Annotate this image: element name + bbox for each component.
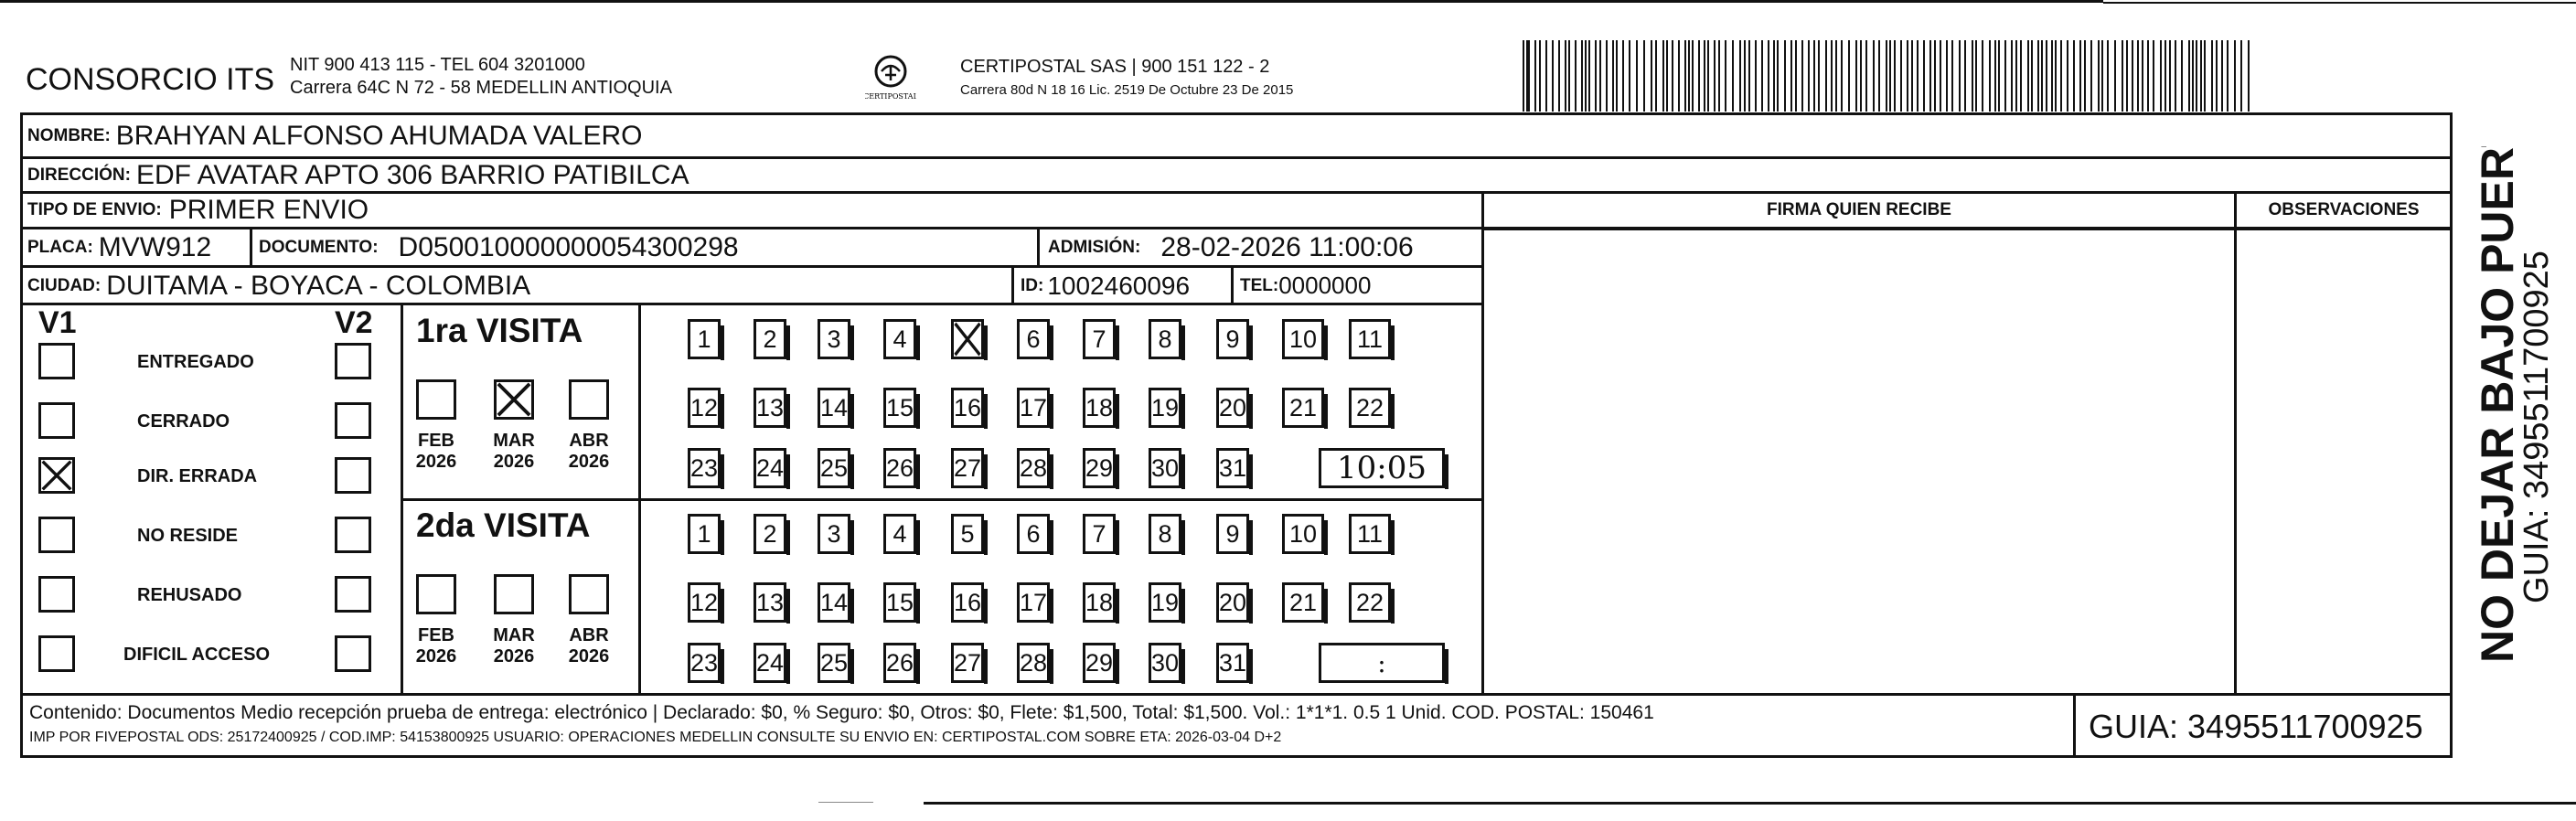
- barcode-bar: [2041, 40, 2043, 112]
- barcode-bar: [1795, 40, 1797, 112]
- id-label: ID:: [1021, 275, 1044, 295]
- visit1-day-7[interactable]: 7: [1083, 319, 1116, 359]
- barcode-bar: [2153, 40, 2154, 112]
- barcode-bar: [1923, 40, 1925, 112]
- barcode-bar: [1801, 40, 1803, 112]
- barcode-bar: [1894, 40, 1896, 112]
- barcode-bar: [2200, 40, 2202, 112]
- visit1-month-box-mar[interactable]: [494, 379, 534, 420]
- visit1-day-27[interactable]: 27: [951, 448, 984, 488]
- visit2-month-label: FEB 2026: [415, 625, 457, 666]
- barcode-bar: [1606, 40, 1608, 112]
- visit2-month-label: MAR 2026: [493, 625, 535, 666]
- barcode-bar: [2188, 40, 2190, 112]
- barcode-bar: [2204, 40, 2206, 112]
- nombre-row: [27, 116, 643, 156]
- barcode-bar: [2192, 40, 2194, 112]
- visit1-day-13[interactable]: 13: [754, 388, 786, 428]
- barcode-bar: [1959, 40, 1961, 112]
- barcode-bar: [1994, 40, 1996, 112]
- visit1-month-box-abr[interactable]: [569, 379, 609, 420]
- barcode-bar: [2073, 40, 2075, 112]
- barcode-bar: [1878, 40, 1880, 112]
- visit2-day-13[interactable]: 13: [754, 582, 786, 623]
- barcode-bar: [1790, 40, 1792, 112]
- visit2-day-20[interactable]: 20: [1216, 582, 1249, 623]
- barcode-bar: [1972, 40, 1973, 112]
- v2-checkbox-3[interactable]: [335, 517, 371, 553]
- barcode-bar: [2051, 40, 2053, 112]
- barcode-bar: [1748, 40, 1750, 112]
- visit1-day-18[interactable]: 18: [1083, 388, 1116, 428]
- barcode-bar: [2227, 40, 2229, 112]
- barcode-bar: [1558, 40, 1560, 112]
- visit2-day-26[interactable]: 26: [883, 643, 916, 683]
- no-dejar-bajo-puerta: NO DEJAR BAJO PUERTA: [2472, 146, 2523, 663]
- divider-tel: [1231, 266, 1234, 304]
- visit1-day-1[interactable]: 1: [688, 319, 721, 359]
- status-option-label: CERRADO: [137, 411, 230, 432]
- visit1-day-30[interactable]: 30: [1149, 448, 1181, 488]
- v2-label: V2: [335, 305, 373, 340]
- visit1-day-4[interactable]: 4: [883, 319, 916, 359]
- status-option-label: DIR. ERRADA: [137, 466, 258, 486]
- barcode-bar: [1813, 40, 1815, 112]
- barcode-bar: [1612, 40, 1614, 112]
- visit2-day-6[interactable]: 6: [1017, 514, 1050, 554]
- observaciones-label: OBSERVACIONES: [2268, 200, 2420, 219]
- barcode-bar: [1825, 40, 1827, 112]
- barcode-bar: [1526, 40, 1530, 112]
- status-option-label: DIFICIL ACCESO: [123, 645, 271, 665]
- barcode-bar: [1989, 40, 1991, 112]
- barcode-bar: [2101, 40, 2103, 112]
- barcode-bar: [2122, 40, 2123, 112]
- barcode-bar: [1929, 40, 1931, 112]
- visit2-day-7[interactable]: 7: [1083, 514, 1116, 554]
- ciudad-value: DUITAMA - BOYACA - COLOMBIA: [106, 270, 531, 301]
- barcode-bar: [2031, 40, 2033, 112]
- visit2-month-label: ABR 2026: [568, 625, 610, 666]
- visit1-day-5[interactable]: [951, 319, 984, 359]
- nombre-value: BRAHYAN ALFONSO AHUMADA VALERO: [115, 121, 643, 151]
- visit1-day-23[interactable]: 23: [688, 448, 721, 488]
- barcode-bar: [1718, 40, 1720, 112]
- barcode-bar: [2211, 40, 2213, 112]
- barcode-bar: [2046, 40, 2047, 112]
- barcode-bar: [1773, 40, 1775, 112]
- visit2-day-3[interactable]: 3: [818, 514, 850, 554]
- barcode-bar: [2114, 40, 2116, 112]
- barcode-bar: [1616, 40, 1618, 112]
- direccion-label: DIRECCIÓN:: [27, 165, 131, 185]
- barcode-bar: [1565, 40, 1566, 112]
- barcode-bar: [1672, 40, 1673, 112]
- visit1-day-24[interactable]: 24: [754, 448, 786, 488]
- nombre-label: NOMBRE:: [27, 126, 111, 145]
- barcode-bar: [1946, 40, 1948, 112]
- barcode-bar: [1523, 40, 1524, 112]
- divider-form-signature: [1481, 191, 1484, 694]
- barcode-bar: [1964, 40, 1966, 112]
- visit1-day-19[interactable]: 19: [1149, 388, 1181, 428]
- barcode-bar: [2164, 40, 2166, 112]
- top-edge-line-right: [2103, 2, 2576, 4]
- barcode-bar: [2084, 40, 2086, 112]
- barcode-bar: [1539, 40, 1541, 112]
- documento-label: DOCUMENTO:: [259, 237, 379, 257]
- visit2-day-11[interactable]: 11: [1349, 514, 1391, 554]
- barcode-bar: [1835, 40, 1837, 112]
- footer-guia: GUIA: 3495511700925: [2089, 708, 2423, 745]
- ciudad-cell: [27, 268, 530, 304]
- barcode-bar: [1841, 40, 1843, 112]
- carrier-line: CERTIPOSTAL SAS | 900 151 122 - 2: [960, 57, 1270, 77]
- visit2-day-19[interactable]: 19: [1149, 582, 1181, 623]
- visit2-day-21[interactable]: 21: [1282, 582, 1324, 623]
- visit1-day-26[interactable]: 26: [883, 448, 916, 488]
- barcode-bar: [1575, 40, 1577, 112]
- barcode-bar: [1900, 40, 1902, 112]
- v2-checkbox-0[interactable]: [335, 343, 371, 379]
- documento-cell: [259, 229, 739, 266]
- barcode-bar: [1692, 40, 1694, 112]
- visit2-day-8[interactable]: 8: [1149, 514, 1181, 554]
- visit2-day-25[interactable]: 25: [818, 643, 850, 683]
- v2-checkbox-1[interactable]: [335, 402, 371, 439]
- barcode-bar: [1698, 40, 1700, 112]
- v2-checkbox-4[interactable]: [335, 576, 371, 613]
- divider-admision: [1037, 227, 1040, 266]
- barcode-bar: [2098, 40, 2100, 112]
- barcode-bar: [2079, 40, 2081, 112]
- visit1-day-11[interactable]: 11: [1349, 319, 1391, 359]
- status-option-label: ENTREGADO: [137, 352, 254, 372]
- documento-value: D050010000000054300298: [398, 231, 739, 262]
- visit-title-2: 2da VISITA: [416, 506, 591, 544]
- barcode-bar: [2037, 40, 2039, 112]
- visit2-day-27[interactable]: 27: [951, 643, 984, 683]
- visit1-day-10[interactable]: 10: [1282, 319, 1324, 359]
- barcode-bar: [2234, 40, 2236, 112]
- ciudad-label: CIUDAD:: [27, 275, 102, 295]
- tel-value: 0000000: [1278, 272, 1372, 299]
- v1-checkbox-4[interactable]: [38, 576, 75, 613]
- barcode-bar: [1855, 40, 1857, 112]
- barcode-bar: [2020, 40, 2022, 112]
- barcode-bar: [1755, 40, 1757, 112]
- license-line: Carrera 80d N 18 16 Lic. 2519 De Octubre 23 De 2015: [960, 82, 1294, 98]
- visit1-day-9[interactable]: 9: [1216, 319, 1249, 359]
- barcode-bar: [2181, 40, 2183, 112]
- barcode-bar: [1585, 40, 1587, 112]
- barcode-bar: [1629, 40, 1630, 112]
- barcode-bar: [2147, 40, 2149, 112]
- visit2-day-12[interactable]: 12: [688, 582, 721, 623]
- barcode-bar: [1761, 40, 1763, 112]
- visit2-day-29[interactable]: 29: [1083, 643, 1116, 683]
- placa-value: MVW912: [98, 231, 212, 262]
- visit1-day-17[interactable]: 17: [1017, 388, 1050, 428]
- visit2-day-23[interactable]: 23: [688, 643, 721, 683]
- barcode-bar: [2160, 40, 2162, 112]
- tipo-row: [27, 193, 369, 228]
- status-option-label: NO RESIDE: [137, 526, 239, 546]
- barcode-bar: [1725, 40, 1726, 112]
- barcode-bar: [1651, 40, 1652, 112]
- bottom-edge-line: [924, 802, 2576, 805]
- visit1-day-31[interactable]: 31: [1216, 448, 1249, 488]
- admision-cell: [1048, 229, 1414, 266]
- barcode-bar: [1911, 40, 1913, 112]
- barcode-bar: [1784, 40, 1786, 112]
- visit2-day-31[interactable]: 31: [1216, 643, 1249, 683]
- v1-label: V1: [38, 305, 77, 340]
- barcode: [1523, 40, 2254, 112]
- visit1-day-8[interactable]: 8: [1149, 319, 1181, 359]
- visit1-day-6[interactable]: 6: [1017, 319, 1050, 359]
- barcode-bar: [1707, 40, 1709, 112]
- visit2-day-24[interactable]: 24: [754, 643, 786, 683]
- barcode-bar: [1636, 40, 1638, 112]
- visit1-day-16[interactable]: 16: [951, 388, 984, 428]
- barcode-bar: [1704, 40, 1705, 112]
- certipostal-logo: [865, 53, 916, 104]
- company-name: CONSORCIO ITS: [26, 62, 275, 97]
- nit-line: NIT 900 413 115 - TEL 604 3201000: [290, 55, 585, 75]
- id-cell: [1021, 268, 1190, 304]
- barcode-bar: [1917, 40, 1919, 112]
- visit1-day-20[interactable]: 20: [1216, 388, 1249, 428]
- barcode-bar: [1951, 40, 1953, 112]
- bottom-edge-mark: [818, 802, 873, 803]
- contenido-line: Contenido: Documentos Medio recepción prueba de entrega: electrónico | Declarado: $0, % Seguro: $0, Otros: $0, Flete: $1,500, Total: $1,500. Vol.: 1*1*1. 0.5 1 Unid. COD. POSTAL: 150461: [29, 702, 1654, 723]
- visit1-day-15[interactable]: 15: [883, 388, 916, 428]
- direccion-row: [27, 158, 689, 192]
- barcode-bar: [2169, 40, 2171, 112]
- top-edge-line: [0, 0, 2103, 3]
- barcode-bar: [1777, 40, 1779, 112]
- barcode-bar: [1599, 40, 1601, 112]
- barcode-bar: [1545, 40, 1547, 112]
- id-value: 1002460096: [1047, 271, 1191, 300]
- v2-checkbox-5[interactable]: [335, 635, 371, 672]
- barcode-bar: [2090, 40, 2092, 112]
- barcode-bar: [1714, 40, 1716, 112]
- tel-label: TEL:: [1240, 275, 1279, 295]
- visit2-day-16[interactable]: 16: [951, 582, 984, 623]
- visit2-month-box-feb[interactable]: [416, 574, 456, 614]
- barcode-bar: [1643, 40, 1645, 112]
- visit1-day-12[interactable]: 12: [688, 388, 721, 428]
- barcode-bar: [1732, 40, 1734, 112]
- visit1-day-25[interactable]: 25: [818, 448, 850, 488]
- barcode-bar: [1808, 40, 1810, 112]
- visit2-month-box-mar[interactable]: [494, 574, 534, 614]
- side-guia: GUIA: 3495511700925: [2517, 251, 2556, 603]
- barcode-bar: [1886, 40, 1887, 112]
- address-line: Carrera 64C N 72 - 58 MEDELLIN ANTIOQUIA: [290, 78, 672, 98]
- barcode-bar: [1581, 40, 1583, 112]
- visit1-day-21[interactable]: 21: [1282, 388, 1324, 428]
- admision-value: 28-02-2026 11:00:06: [1160, 231, 1414, 262]
- barcode-bar: [1666, 40, 1668, 112]
- visit2-day-17[interactable]: 17: [1017, 582, 1050, 623]
- barcode-bar: [1595, 40, 1597, 112]
- tipo-value: PRIMER ENVIO: [168, 195, 369, 225]
- barcode-bar: [2060, 40, 2062, 112]
- visit-title-1: 1ra VISITA: [416, 312, 583, 349]
- barcode-bar: [2027, 40, 2029, 112]
- barcode-bar: [1588, 40, 1590, 112]
- placa-cell: [27, 229, 211, 266]
- barcode-bar: [1860, 40, 1862, 112]
- visit2-day-10[interactable]: 10: [1282, 514, 1324, 554]
- barcode-bar: [1768, 40, 1769, 112]
- barcode-bar: [1865, 40, 1867, 112]
- barcode-bar: [2004, 40, 2006, 112]
- direccion-value: EDF AVATAR APTO 306 BARRIO PATIBILCA: [135, 159, 689, 190]
- v2-checkbox-2[interactable]: [335, 457, 371, 494]
- visit1-day-14[interactable]: 14: [818, 388, 850, 428]
- barcode-bar: [2067, 40, 2068, 112]
- visit2-day-28[interactable]: 28: [1017, 643, 1050, 683]
- barcode-bar: [2137, 40, 2139, 112]
- barcode-bar: [2055, 40, 2057, 112]
- barcode-bar: [1662, 40, 1664, 112]
- divider-footer-guia: [2073, 695, 2076, 758]
- barcode-bar: [2015, 40, 2017, 112]
- barcode-bar: [1889, 40, 1891, 112]
- barcode-bar: [1678, 40, 1680, 112]
- rule-visits: [401, 498, 1483, 501]
- barcode-bar: [1934, 40, 1936, 112]
- placa-label: PLACA:: [27, 237, 93, 257]
- barcode-bar: [1848, 40, 1850, 112]
- visit1-day-22[interactable]: 22: [1349, 388, 1391, 428]
- tipo-label: TIPO DE ENVIO:: [27, 200, 162, 219]
- barcode-bar: [1739, 40, 1741, 112]
- side-notice: [2456, 146, 2566, 667]
- barcode-bar: [1982, 40, 1983, 112]
- rule-right-header: [1481, 229, 2453, 230]
- logo-caption: CERTIPOSTAL: [865, 92, 916, 101]
- visit1-day-3[interactable]: 3: [818, 319, 850, 359]
- status-option-label: REHUSADO: [137, 585, 242, 605]
- visit2-time-box[interactable]: :: [1319, 643, 1445, 683]
- barcode-bar: [1873, 40, 1875, 112]
- barcode-bar: [1568, 40, 1570, 112]
- visit1-month-label: ABR 2026: [568, 431, 610, 472]
- visit1-month-label: FEB 2026: [415, 431, 457, 472]
- tel-cell: [1240, 268, 1371, 304]
- visit2-day-18[interactable]: 18: [1083, 582, 1116, 623]
- barcode-bar: [2221, 40, 2223, 112]
- firma-label: FIRMA QUIEN RECIBE: [1767, 200, 1951, 219]
- visit2-day-9[interactable]: 9: [1216, 514, 1249, 554]
- barcode-bar: [2248, 40, 2250, 112]
- barcode-bar: [1534, 40, 1536, 112]
- admision-label: ADMISIÓN:: [1048, 237, 1141, 257]
- barcode-bar: [2011, 40, 2013, 112]
- visit2-day-4[interactable]: 4: [883, 514, 916, 554]
- visit2-day-1[interactable]: 1: [688, 514, 721, 554]
- barcode-bar: [1831, 40, 1833, 112]
- barcode-bar: [1818, 40, 1820, 112]
- barcode-bar: [1940, 40, 1941, 112]
- v1-checkbox-3[interactable]: [38, 517, 75, 553]
- visit2-day-5[interactable]: 5: [951, 514, 984, 554]
- barcode-bar: [1975, 40, 1977, 112]
- barcode-bar: [1688, 40, 1690, 112]
- barcode-bar: [1744, 40, 1746, 112]
- visit2-day-2[interactable]: 2: [754, 514, 786, 554]
- visit1-month-label: MAR 2026: [493, 431, 535, 472]
- visit1-time-box[interactable]: 10:05: [1319, 448, 1445, 488]
- visit2-day-15[interactable]: 15: [883, 582, 916, 623]
- visit2-day-30[interactable]: 30: [1149, 643, 1181, 683]
- visit1-day-28[interactable]: 28: [1017, 448, 1050, 488]
- divider-signature-obs: [2234, 191, 2237, 694]
- imp-line: IMP POR FIVEPOSTAL ODS: 25172400925 / COD.IMP: 54153800925 USUARIO: OPERACIONES MEDELLIN CONSULTE SU ENVIO EN: CERTIPOSTAL.COM SOBRE ETA: 2026-03-04 D+2: [29, 730, 1282, 745]
- rule-footer: [20, 693, 2453, 696]
- visit2-day-14[interactable]: 14: [818, 582, 850, 623]
- barcode-bar: [2240, 40, 2242, 112]
- barcode-bar: [2142, 40, 2143, 112]
- barcode-bar: [2126, 40, 2128, 112]
- divider-placa: [250, 227, 252, 266]
- barcode-bar: [1655, 40, 1657, 112]
- visit1-month-box-feb[interactable]: [416, 379, 456, 420]
- barcode-bar: [1998, 40, 2000, 112]
- visit2-day-22[interactable]: 22: [1349, 582, 1391, 623]
- barcode-bar: [1907, 40, 1908, 112]
- v1-checkbox-1[interactable]: [38, 402, 75, 439]
- barcode-bar: [1684, 40, 1686, 112]
- v1-checkbox-5[interactable]: [38, 635, 75, 672]
- divider-ciudad: [1011, 266, 1014, 304]
- visit1-day-2[interactable]: 2: [754, 319, 786, 359]
- barcode-bar: [2196, 40, 2197, 112]
- barcode-bar: [2175, 40, 2176, 112]
- barcode-bar: [1552, 40, 1554, 112]
- v1-checkbox-0[interactable]: [38, 343, 75, 379]
- barcode-bar: [2107, 40, 2109, 112]
- v1-checkbox-2[interactable]: [38, 457, 75, 494]
- barcode-bar: [2132, 40, 2133, 112]
- barcode-bar: [2216, 40, 2218, 112]
- visit2-month-box-abr[interactable]: [569, 574, 609, 614]
- visit1-day-29[interactable]: 29: [1083, 448, 1116, 488]
- barcode-bar: [1622, 40, 1624, 112]
